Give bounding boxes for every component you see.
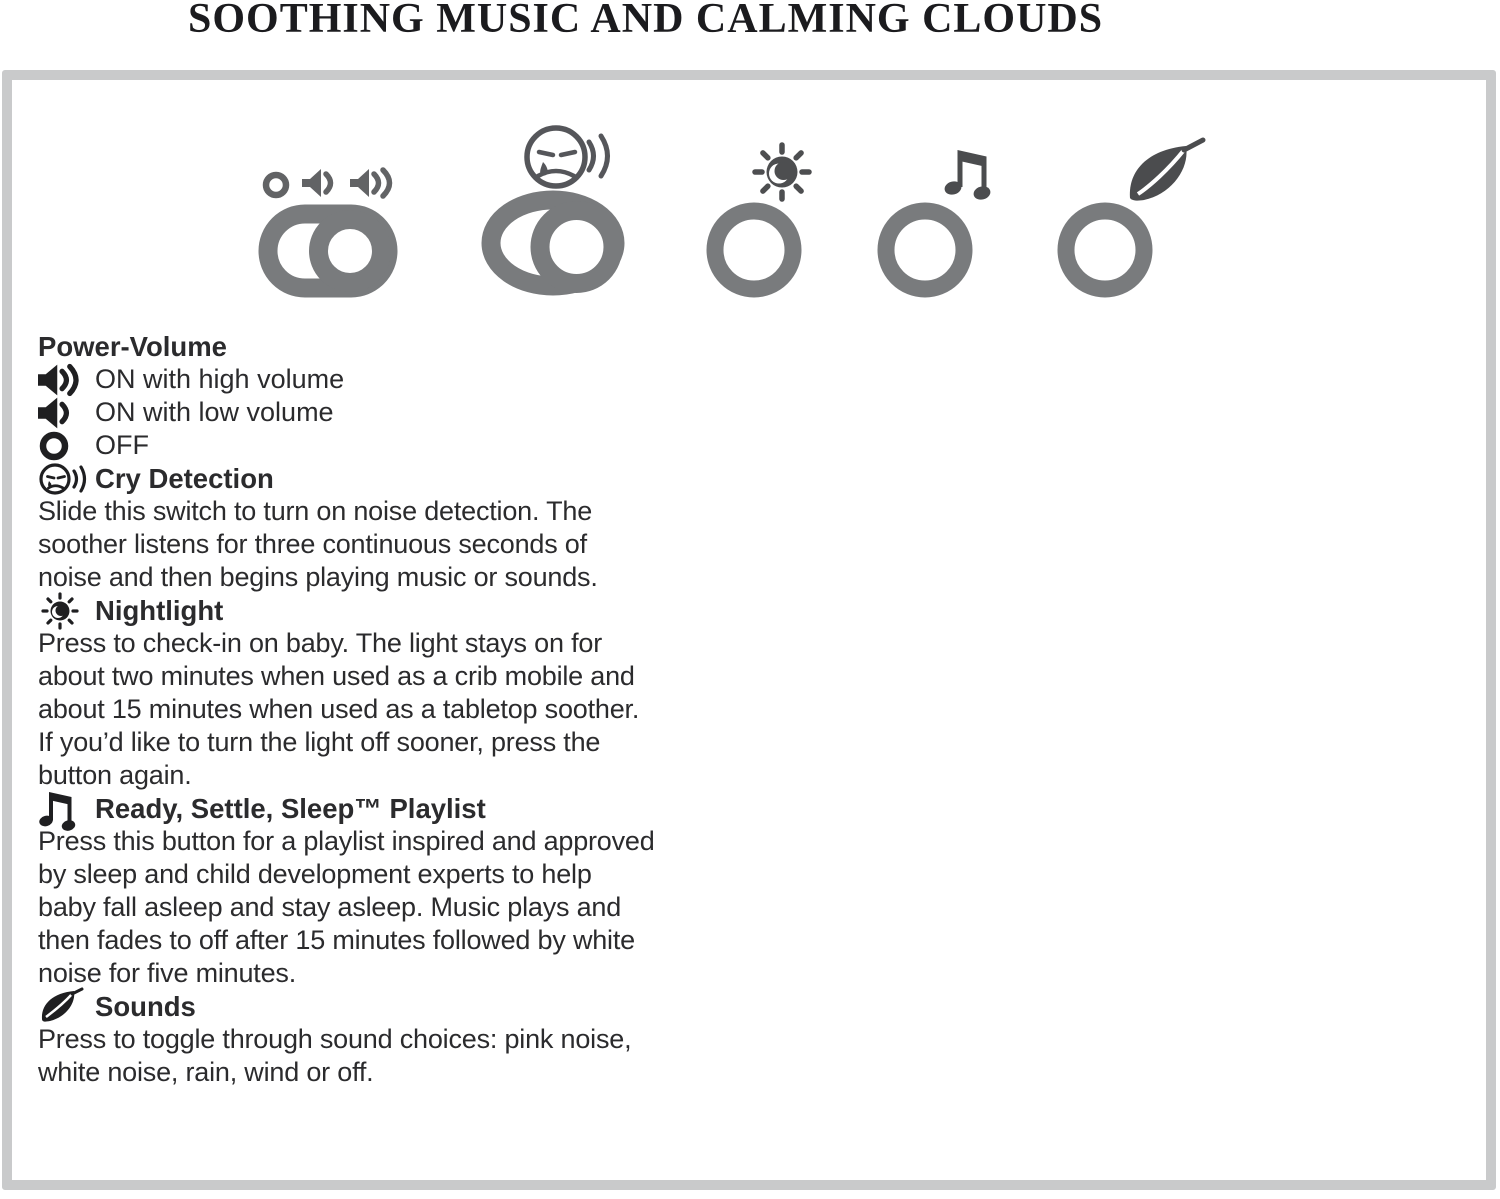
sounds-heading: Sounds: [95, 991, 196, 1022]
power-volume-heading: Power-Volume: [38, 331, 227, 362]
cry-detection-heading: Cry Detection: [95, 463, 274, 494]
volume-high-icon: [38, 363, 90, 397]
sounds-button-icon: [1050, 138, 1210, 304]
nightlight-heading-row: [38, 594, 744, 627]
volume-low-icon: [38, 396, 90, 430]
sounds-text: Press to toggle through sound choices: pink noise, white noise, rain, wind or off.: [38, 1024, 632, 1087]
playlist-button-icon: [872, 142, 1002, 304]
power-off-label: OFF: [95, 430, 149, 460]
power-volume-switch-icon: [254, 166, 402, 302]
volume-low-label: ON with low volume: [95, 397, 334, 427]
power-off-row: [38, 429, 744, 462]
playlist-heading-row: [38, 792, 744, 825]
music-note-icon: [38, 787, 78, 831]
nightlight-heading: Nightlight: [95, 595, 224, 626]
nightlight-icon: [38, 591, 84, 631]
sounds-heading-row: [38, 990, 744, 1023]
page-title: SOOTHING MUSIC AND CALMING CLOUDS: [188, 0, 1104, 42]
volume-high-row: [38, 363, 744, 396]
instructions-text: [38, 330, 744, 1089]
nightlight-text: Press to check-in on baby. The light stays on for about two minutes when used as a crib mobile and about 15 minutes when used as a tabletop soother. If you’d like to turn the light off sooner, press the button again.: [38, 628, 640, 790]
cry-detection-switch-icon: [476, 120, 636, 302]
cry-detection-text: Slide this switch to turn on noise detection. The soother listens for three continuous seconds of noise and then begins playing music or sounds.: [38, 496, 598, 592]
cry-detection-heading-row: [38, 462, 744, 495]
power-off-icon: [38, 429, 78, 463]
cry-detection-icon: [38, 459, 92, 499]
leaf-icon: [38, 989, 86, 1025]
volume-low-row: [38, 396, 744, 429]
playlist-heading: Ready, Settle, Sleep™ Playlist: [95, 793, 486, 824]
nightlight-button-icon: [702, 142, 812, 304]
volume-high-label: ON with high volume: [95, 364, 345, 394]
playlist-text: Press this button for a playlist inspired and approved by sleep and child development experts to help baby fall asleep and stay asleep. Music plays and then fades to off after 15 minutes followed by white noise for five minutes.: [38, 826, 655, 988]
